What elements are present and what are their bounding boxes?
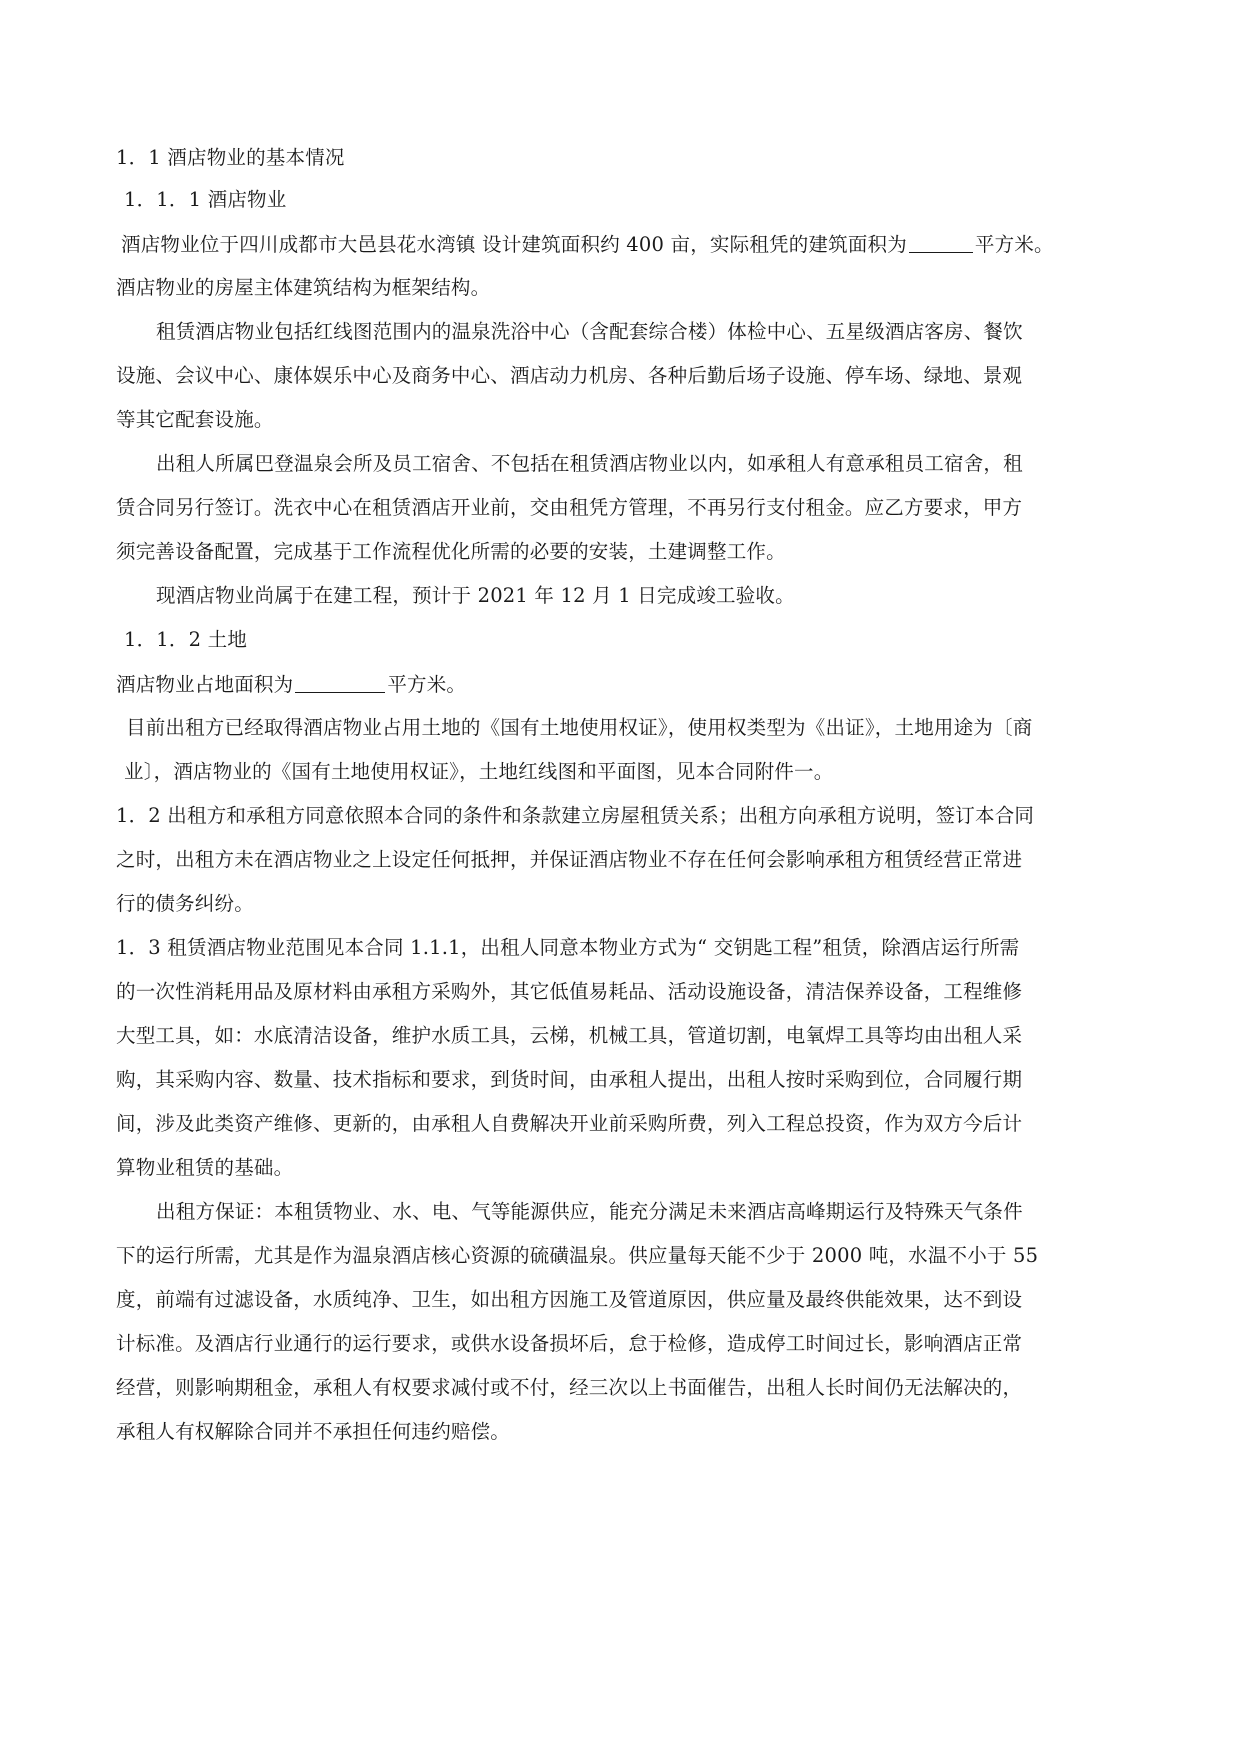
subsection-heading-1-1-2: 1．1．2 土地 [124,628,248,651]
paragraph-line: 设施、会议中心、康体娱乐中心及商务中心、酒店动力机房、各种后勤后场子设施、停车场、绿地、景观 [116,364,1023,387]
paragraph-line: 租赁酒店物业包括红线图范围内的温泉洗浴中心（含配套综合楼）体检中心、五星级酒店客房、餐饮 [156,320,1023,343]
paragraph-text: 酒店物业占地面积为 [116,673,294,696]
paragraph-line: 出租方保证：本租赁物业、水、电、气等能源供应，能充分满足未来酒店高峰期运行及特殊天气条件 [156,1200,1023,1223]
paragraph-line: 现酒店物业尚属于在建工程，预计于 2021 年 12 月 1 日完成竣工验收。 [156,584,795,607]
paragraph-line: 下的运行所需，尤其是作为温泉酒店核心资源的硫磺温泉。供应量每天能不少于 2000 吨，水温不小于 55 [116,1244,1039,1267]
paragraph-line: 目前出租方已经取得酒店物业占用土地的《国有土地使用权证》，使用权类型为《出证》，土地用途为〔商 [126,716,1033,739]
paragraph-line: 度，前端有过滤设备，水质纯净、卫生，如出租方因施工及管道原因，供应量及最终供能效果，达不到设 [116,1288,1023,1311]
paragraph-line: 经营，则影响期租金，承租人有权要求减付或不付，经三次以上书面催告，出租人长时间仍无法解决的， [116,1376,1023,1399]
subsection-heading-1-1-1: 1．1．1 酒店物业 [124,188,287,211]
section-1-2-line: 1．2 出租方和承租方同意依照本合同的条件和条款建立房屋租赁关系；出租方向承租方说明，签订本合同 [116,804,1035,827]
paragraph-line: 业〕，酒店物业的《国有土地使用权证》，土地红线图和平面图，见本合同附件一。 [124,760,834,783]
paragraph-line: 行的债务纠纷。 [116,892,254,915]
paragraph-line: 出租人所属巴登温泉会所及员工宿舍、不包括在租赁酒店物业以内，如承租人有意承租员工宿舍，租 [156,452,1023,475]
paragraph-line: 算物业租赁的基础。 [116,1156,294,1179]
paragraph-line: 须完善设备配置，完成基于工作流程优化所需的必要的安装，土建调整工作。 [116,540,786,563]
paragraph-line: 等其它配套设施。 [116,408,274,431]
paragraph-text: 平方米。 [974,233,1054,256]
paragraph-line: 承租人有权解除合同并不承担任何违约赔偿。 [116,1420,511,1443]
paragraph-line: 之时，出租方未在酒店物业之上设定任何抵押，并保证酒店物业不存在任何会影响承租方租赁经营正常进 [116,848,1023,871]
paragraph-text: 平方米。 [387,673,467,696]
paragraph-line: 计标准。及酒店行业通行的运行要求，或供水设备损坏后，怠于检修，造成停工时间过长，影响酒店正常 [116,1332,1023,1355]
paragraph-line: 大型工具，如：水底清洁设备，维护水质工具，云梯，机械工具，管道切割，电氧焊工具等均由出租人采 [116,1024,1023,1047]
section-heading-1-1: 1．1 酒店物业的基本情况 [116,146,345,169]
paragraph-line: 赁合同另行签订。洗衣中心在租赁酒店开业前，交由租凭方管理，不再另行支付租金。应乙方要求，甲方 [116,496,1023,519]
paragraph-text: 酒店物业位于四川成都市大邑县花水湾镇 设计建筑面积约 400 亩，实际租凭的建筑面积为 [121,233,907,256]
section-1-3-line: 1．3 租赁酒店物业范围见本合同 1.1.1，出租人同意本物业方式为“ 交钥匙工程”租赁，除酒店运行所需 [116,936,1020,959]
paragraph-line: 的一次性消耗用品及原材料由承租方采购外，其它低值易耗品、活动设施设备，清洁保养设备，工程维修 [116,980,1023,1003]
paragraph-line: 酒店物业的房屋主体建筑结构为框架结构。 [116,276,491,299]
blank-field-building-area [909,232,973,253]
blank-field-land-area [295,672,385,693]
paragraph-line [121,232,1054,257]
paragraph-line [116,672,466,697]
paragraph-line: 购，其采购内容、数量、技术指标和要求，到货时间，由承租人提出，出租人按时采购到位，合同履行期 [116,1068,1023,1091]
paragraph-line: 间，涉及此类资产维修、更新的，由承租人自费解决开业前采购所费，列入工程总投资，作为双方今后计 [116,1112,1023,1135]
